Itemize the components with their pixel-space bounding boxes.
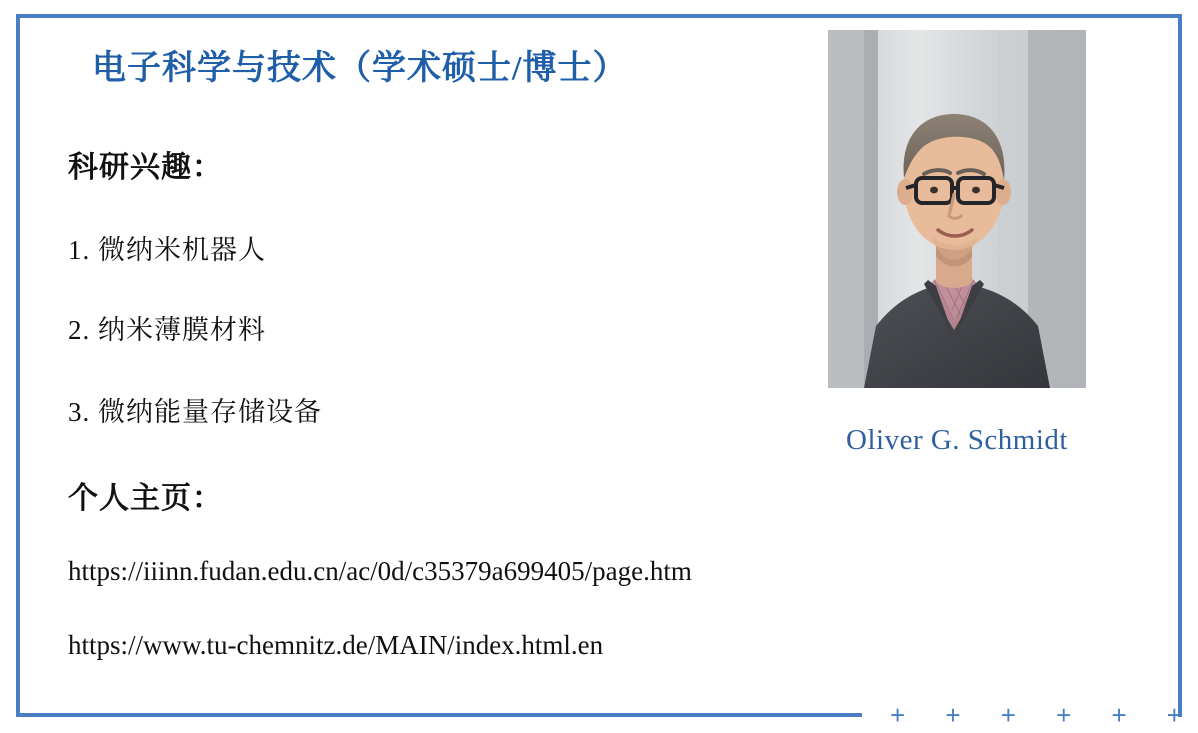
plus-icon: + bbox=[1166, 700, 1182, 730]
research-interest-item: 1. 微纳米机器人 bbox=[68, 235, 266, 265]
homepage-heading: 个人主页： bbox=[68, 482, 223, 515]
page-title: 电子科学与技术（学术硕士/博士） bbox=[92, 50, 628, 87]
frame-border-top bbox=[16, 14, 1182, 18]
research-interest-item: 3. 微纳能量存储设备 bbox=[68, 397, 322, 427]
plus-icon: + bbox=[945, 700, 961, 730]
plus-icon: + bbox=[1056, 700, 1072, 730]
frame-border-left bbox=[16, 14, 20, 717]
homepage-link-fudan[interactable]: https://iiinn.fudan.edu.cn/ac/0d/c35379a699405/page.htm bbox=[68, 556, 692, 586]
person-name: Oliver G. Schmidt bbox=[846, 424, 1068, 456]
frame-border-bottom bbox=[16, 713, 862, 717]
plus-icon: + bbox=[1111, 700, 1127, 730]
plus-icon: + bbox=[890, 700, 906, 730]
portrait-photo bbox=[828, 30, 1086, 388]
plus-decoration-row bbox=[890, 700, 1182, 730]
homepage-link-tuchemnitz[interactable]: https://www.tu-chemnitz.de/MAIN/index.html.en bbox=[68, 630, 604, 660]
plus-icon: + bbox=[1000, 700, 1016, 730]
research-interest-item: 2. 纳米薄膜材料 bbox=[68, 315, 266, 345]
research-interest-heading: 科研兴趣： bbox=[68, 151, 223, 184]
portrait-image bbox=[828, 30, 1086, 388]
frame-border-right bbox=[1178, 14, 1182, 717]
